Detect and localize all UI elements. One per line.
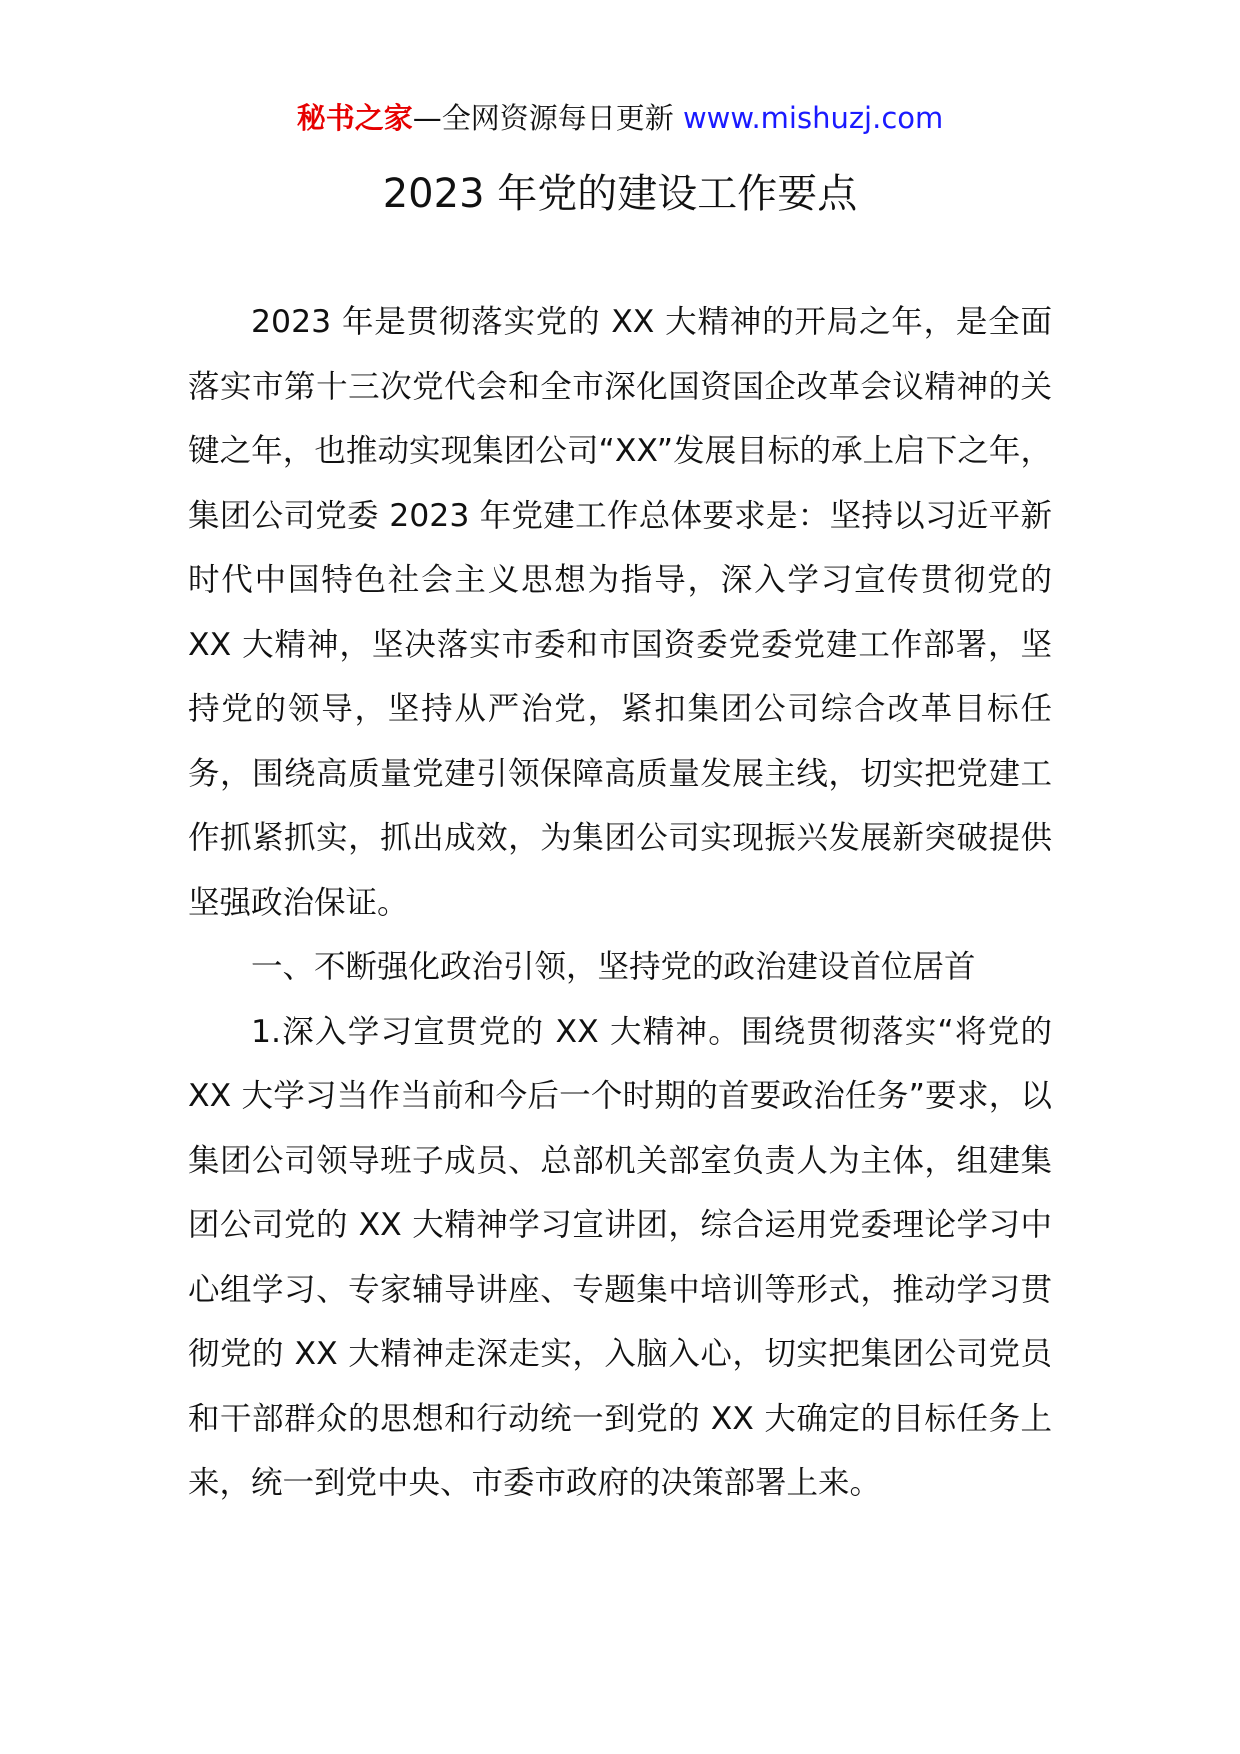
site-url-link[interactable]: www.mishuzj.com [682, 101, 944, 135]
brand-name: 秘书之家 [296, 101, 413, 135]
site-header [0, 98, 1240, 138]
document-title: 2023 年党的建设工作要点 [382, 171, 858, 217]
header-tagline: —全网资源每日更新 [412, 101, 674, 135]
section-heading: 一、不断强化政治引领，坚持党的政治建设首位居首 [251, 949, 976, 985]
intro-paragraph: 2023 年是贯彻落实党的 XX 大精神的开局之年，是全面落实市第十三次党代会和全市深化国资国企改革会议精神的关键之年，也推动实现集团公司“XX”发展目标的承上启下之年，集团公司党委 2023 年党建工作总体要求是：坚持以习近平新时代中国特色社会主义思想为指导，深入学习宣传贯彻党的 XX 大精神，坚决落实市委和市国资委党委党建工作部署，坚持党的领导，坚持从严治党，紧扣集团公司综合改革目标任务，围绕高质量党建引领保障高质量发展主线，切实把党建工作抓紧抓实，抓出成效，为集团公司实现振兴发展新突破提供坚强政治保证。 [188, 304, 1052, 921]
item-paragraph: 1.深入学习宣贯党的 XX 大精神。围绕贯彻落实“将党的 XX 大学习当作当前和今后一个时期的首要政治任务”要求，以集团公司领导班子成员、总部机关部室负责人为主体，组建集团公司党的 XX 大精神学习宣讲团，综合运用党委理论学习中心组学习、专家辅导讲座、专题集中培训等形式，推动学习贯彻党的 XX 大精神走深走实，入脑入心，切实把集团公司党员和干部群众的思想和行动统一到党的 XX 大确定的目标任务上来，统一到党中央、市委市政府的决策部署上来。 [188, 1013, 1052, 1501]
document-body [188, 290, 1052, 1516]
